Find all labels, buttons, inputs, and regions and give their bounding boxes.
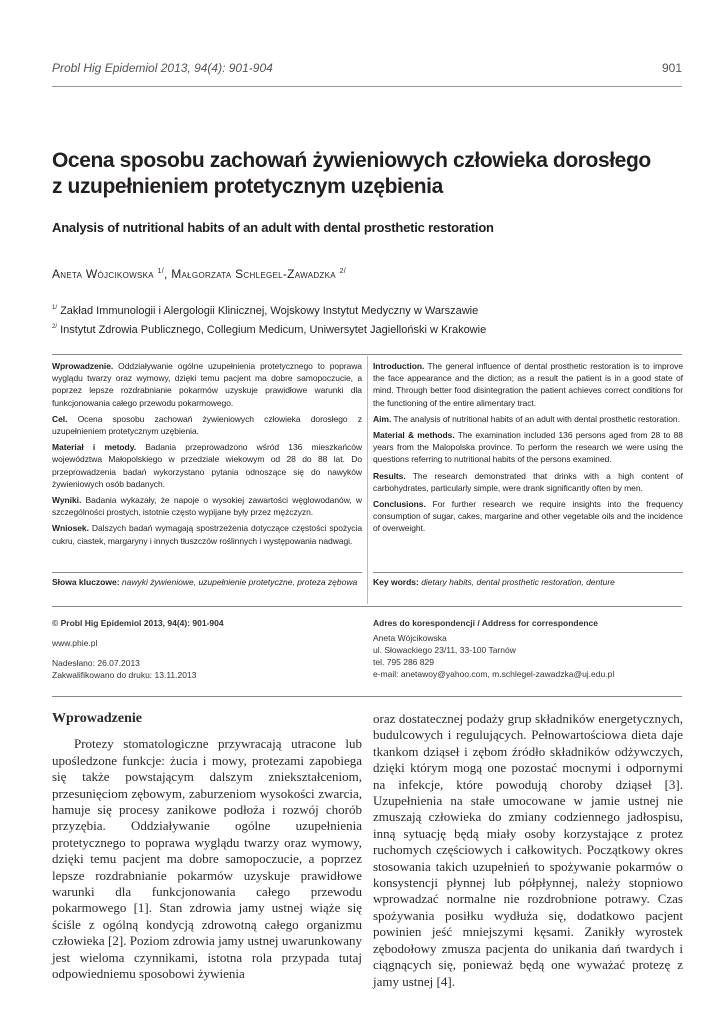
text: Ocena sposobu zachowań żywieniowych człowieka dorosłego z uzupełnieniem protetycznym uzębienia. (52, 413, 362, 437)
label: Results. (373, 470, 406, 481)
text: Badania przeprowadzono wśród 136 mieszkańców województwa Małopolskiego w przedziale wiekowym od 28 do 88 lat. Do przeprowadzenia badań wykorzystano pytania odnoszące się do nawyków żywieniowych osób badanych. (52, 442, 362, 489)
journal-citation: Probl Hig Epidemiol 2013, 94(4): 901-904 (52, 61, 273, 75)
abstract-pl-intro (52, 360, 362, 409)
header-rule (52, 86, 682, 87)
text: nawyki żywieniowe, uzupełnienie protetyczne, proteza zębowa (119, 577, 358, 587)
text: Dalszych badań wymagają spostrzeżenia dotyczące częstości spożycia cukru, ciastek, margaryny i innych tłuszczów roślinnych i występowania nadwagi. (52, 523, 362, 546)
author-1-affil: 1/ (157, 268, 164, 275)
label: Materiał i metody. (52, 442, 137, 453)
author-2: Małgorzata Schlegel-Zawadzka (171, 267, 336, 281)
authors (52, 264, 692, 282)
affiliation-1 (52, 300, 692, 319)
text: The analysis of nutritional habits of an adult with dental prosthetic restoration. (391, 413, 680, 424)
abstract-top-rule (52, 354, 682, 355)
journal-url[interactable]: www.phie.pl (52, 638, 98, 648)
article-title-pl (52, 148, 692, 200)
abstract-en-aim (373, 413, 683, 425)
keywords-pl (52, 576, 362, 588)
running-head (52, 61, 682, 77)
text: For further research we require insights into the frequency consumption of sugar, cakes, margarine and other vegetable oils and the incidence of overweight. (373, 499, 683, 534)
text: Badania wykazały, że napoje o wysokiej zawartości węglowodanów, w szczególności prostych, istotnie często wypijane były przez mężczyzn. (52, 495, 362, 518)
abstract-en-intro (373, 360, 683, 409)
affiliation-2 (52, 319, 692, 338)
abstract-bottom-rule (52, 606, 682, 607)
citation: © Probl Hig Epidemiol 2013, 94(4): 901-904 (52, 618, 224, 628)
body-paragraph-continued: oraz dostatecznej podaży grup składników energetycznych, budulcowych i regulujących. Pełnowartościowa dieta daje tkankom dziąseł i zębom źródło składników odżywczych, dzięki którym mogą one pozostać mocnymi i odpornymi na infekcje, które powodują choroby dziąseł [3]. Uzupełnienia na stałe umocowane w jamie ustnej nie zmuszają człowieka do zmiany codziennego jadłospisu, inną sytuację będą miały osoby korzystające z protez ruchomych częściowych i całkowitych. Początkowy okres stosowania takich uzupełnień to spożywanie pokarmów o konsystencji płynnej lub półpłynnej, należy stopniowo wprowadzać normalne nie rozdrobnione potrawy. Czas spożywania posiłku wydłuża się, dodatkowo pacjent powinien jeść mniejszymi kęsami. Zanikły wyrostek zębodołowy zmusza pacjenta do unikania dań twardych i ciągnących się, ponieważ będą one wyważać protezę z jamy ustnej [4]. (373, 711, 683, 989)
keywords-en (373, 576, 683, 588)
abstract-column-divider (367, 356, 368, 604)
correspondence-street: ul. Słowackiego 23/11, 33-100 Tarnów (373, 645, 516, 655)
text: The general influence of dental prosthetic restoration is to improve the face appearance and the diction; as a result the patient is in a good state of mind. Through better food disintegration the patient achieves correct conditions for the functioning of the entire alimentary tract. (373, 361, 683, 408)
abstract-en-results (373, 470, 683, 494)
correspondence-label: Adres do korespondencji / Address for correspondence (373, 618, 598, 628)
correspondence-email[interactable]: e-mail: anetawoy@yahoo.com, m.schlegel-zawadzka@uj.edu.pl (373, 669, 615, 679)
correspondence-tel: tel. 795 286 829 (373, 657, 434, 667)
label: Introduction. (373, 361, 425, 371)
abstract-en-methods (373, 429, 683, 466)
keywords-rule-right (373, 572, 683, 573)
author-sep: , (163, 267, 172, 281)
text: The examination included 136 persons aged from 28 to 88 years from the Malopolska province. To perform the research we were using the questions referring to nutritional habits of the persons examined. (373, 430, 683, 465)
title-line-2: z uzupełnieniem protetycznym uzębienia (52, 175, 443, 198)
abstract-pl-results (52, 494, 362, 518)
correspondence (373, 617, 683, 680)
received-date: Nadesłano: 26.07.2013 (52, 658, 140, 668)
label: Material & methods. (373, 430, 455, 441)
abstract-pl-aim (52, 413, 362, 437)
title-line-1: Ocena sposobu zachowań żywieniowych człowieka dorosłego (52, 149, 651, 172)
abstract-pl (52, 360, 362, 551)
abstract-en-conclusion (373, 498, 683, 535)
page-number: 901 (661, 61, 682, 75)
abstract-pl-conclusion (52, 522, 362, 546)
publication-info (52, 617, 362, 681)
keywords-rule-left (52, 572, 362, 573)
affil-2-sup: 2/ (52, 324, 58, 330)
label: Conclusions. (373, 499, 426, 510)
body-column-right (373, 711, 683, 990)
affil-1-sup: 1/ (52, 305, 58, 311)
label: Wniosek. (52, 523, 89, 534)
abstract-pl-methods (52, 441, 362, 490)
accepted-date: Zakwalifikowano do druku: 13.11.2013 (52, 670, 197, 680)
body-paragraph: Protezy stomatologiczne przywracają utracone lub upośledzone funkcje: żucia i mowy, protezami zapobiega się także powstającym dalszym zniekształceniom, przesunięciom zębowym, zaburzeniom wysokości zwarcia, hamuje się procesy zanikowe podłoża i rozwój chorób przyzębia. Oddziaływanie ogólne uzupełnienia protetycznego to poprawa wyglądu twarzy oraz wymowy, dzięki temu pacjent ma dobre samopoczucie, a poprzez lepsze rozdrabnianie pokarmów uzyskuje prawidłowe warunki dla funkcjonowania całego przewodu pokarmowego [1]. Stan zdrowia jamy ustnej wiąże się ściśle z ogólną kondycją zdrowotną całego organizmu człowieka [2]. Poziom zdrowia jamy ustnej uwarunkowany jest wieloma czynnikami, istotna rola przypada tutaj odpowiedniemu sposobowi żywienia (52, 736, 362, 982)
affil-1-text: Zakład Immunologii i Alergologii Klinicznej, Wojskowy Instytut Medyczny w Warszawie (57, 305, 479, 317)
text: Oddziaływanie ogólne uzupełnienia protetycznego to poprawa wyglądu twarzy oraz wymowy, dzięki temu pacjent ma dobre samopoczucie, a poprzez lepsze rozdrabnianie pokarmów uzyskuje prawidłowe warunki dla funkcjonowania całego przewodu pokarmowego. (52, 361, 362, 408)
text: dietary habits, dental prosthetic restoration, denture (418, 577, 615, 587)
text: The research demonstrated that drinks with a high content of carbohydrates, particularly simple, were drank significantly often by men. (373, 470, 683, 493)
label: Słowa kluczowe: (52, 577, 120, 587)
abstract-en (373, 360, 683, 539)
label: Aim. (373, 413, 392, 424)
author-2-affil: 2/ (339, 268, 346, 275)
affil-2-text: Instytut Zdrowia Publicznego, Collegium Medicum, Uniwersytet Jagielloński w Krakowie (57, 324, 487, 336)
label: Key words: (373, 577, 419, 587)
affiliations (52, 300, 692, 338)
label: Cel. (52, 413, 68, 424)
body-column-left (52, 711, 362, 983)
label: Wyniki. (52, 495, 82, 506)
section-heading: Wprowadzenie (52, 711, 142, 726)
article-title-en: Analysis of nutritional habits of an adult with dental prosthetic restoration (52, 220, 494, 235)
author-1: Aneta Wójcikowska (52, 267, 154, 281)
correspondence-name: Aneta Wójcikowska (373, 633, 447, 643)
info-bottom-rule (52, 696, 682, 697)
label: Wprowadzenie. (52, 361, 114, 371)
